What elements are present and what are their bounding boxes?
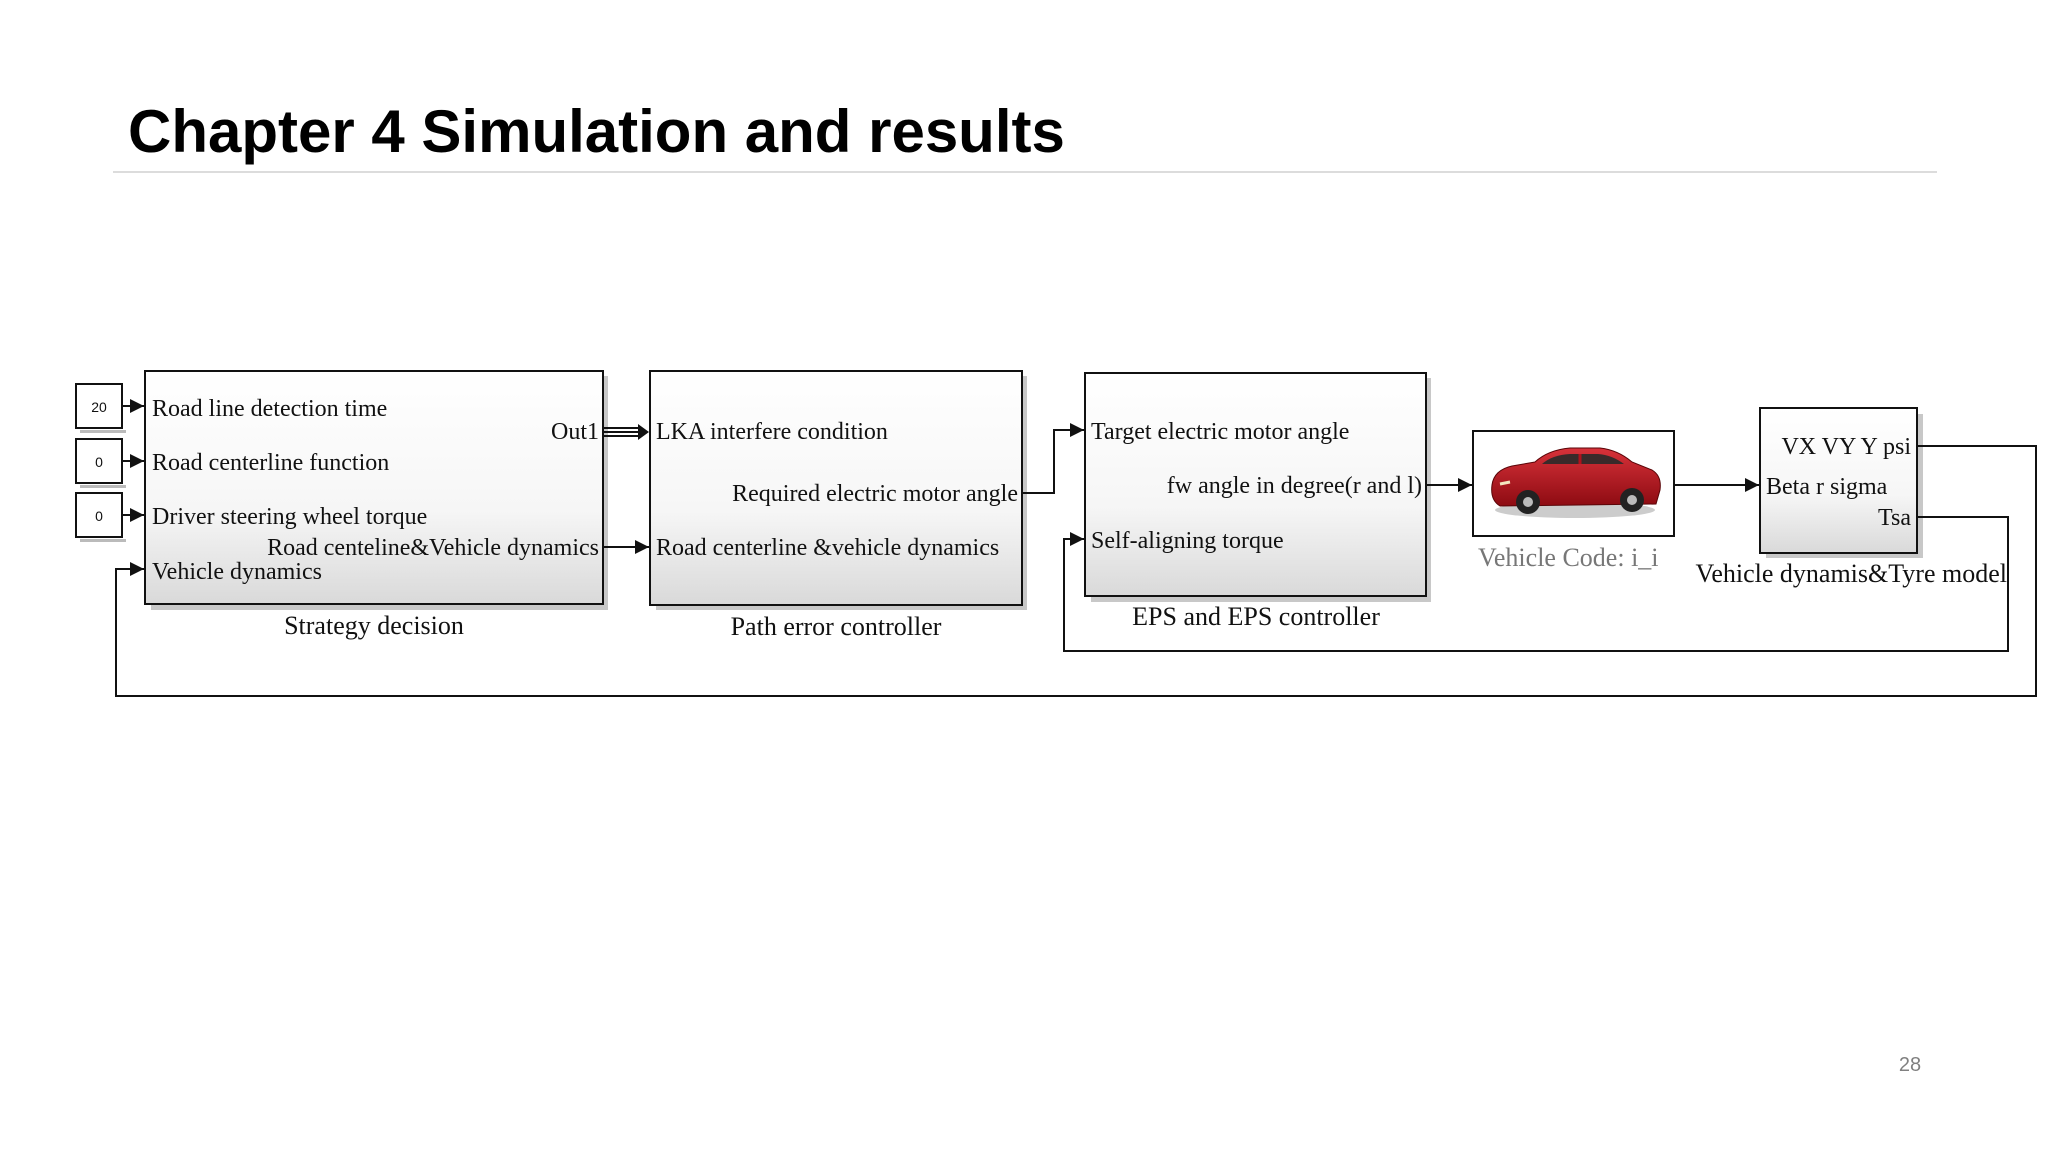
- port-beta-r-sigma: Beta r sigma: [1766, 474, 1888, 500]
- path-error-controller-block[interactable]: [650, 371, 1027, 610]
- port-tsa: Tsa: [1878, 505, 1911, 531]
- port-vehicle-dynamics: Vehicle dynamics: [152, 559, 322, 585]
- port-lka-interfere-condition: LKA interfere condition: [656, 419, 888, 445]
- constant-block-20[interactable]: [76, 384, 126, 433]
- strategy-decision-block[interactable]: [145, 371, 608, 610]
- vehicle-dynamics-block[interactable]: [1760, 408, 1923, 558]
- constant-block-0-b[interactable]: [76, 493, 126, 542]
- caption-eps-controller: EPS and EPS controller: [1132, 602, 1380, 631]
- bus-wire-out1: [604, 424, 649, 440]
- slide-title: Chapter 4 Simulation and results: [128, 98, 1065, 165]
- constant-value: 0: [95, 508, 103, 524]
- page-number: 28: [1898, 1054, 1922, 1076]
- port-fw-angle: fw angle in degree(r and l): [1166, 473, 1422, 499]
- wire-required-motor-angle: [1023, 430, 1084, 493]
- vehicle-animation-block[interactable]: [1473, 431, 1674, 536]
- caption-strategy-decision: Strategy decision: [284, 611, 464, 640]
- port-road-centerline-vehicle-dynamics: Road centeline&Vehicle dynamics: [267, 535, 599, 561]
- caption-path-error-controller: Path error controller: [730, 612, 942, 641]
- port-road-line-detection-time: Road line detection time: [152, 396, 388, 422]
- constant-block-0-a[interactable]: [76, 439, 126, 488]
- port-driver-steering-wheel-torque: Driver steering wheel torque: [152, 504, 428, 530]
- port-self-aligning-torque: Self-aligning torque: [1091, 528, 1284, 554]
- port-target-electric-motor-angle: Target electric motor angle: [1091, 419, 1350, 445]
- port-road-centerline-vehicle-dynamics-in: Road centerline &vehicle dynamics: [656, 535, 1000, 561]
- constant-value: 20: [91, 399, 107, 415]
- port-road-centerline-function: Road centerline function: [152, 450, 390, 476]
- port-out1: Out1: [551, 419, 599, 445]
- caption-vehicle-code: Vehicle Code: i_i: [1478, 543, 1659, 572]
- eps-controller-block[interactable]: [1085, 373, 1431, 602]
- caption-vehicle-dynamics-tyre-model: Vehicle dynamis&Tyre model: [1695, 559, 2007, 588]
- constant-value: 0: [95, 454, 103, 470]
- port-vx-vy-y-psi: VX VY Y psi: [1781, 434, 1911, 460]
- port-required-electric-motor-angle: Required electric motor angle: [732, 481, 1018, 507]
